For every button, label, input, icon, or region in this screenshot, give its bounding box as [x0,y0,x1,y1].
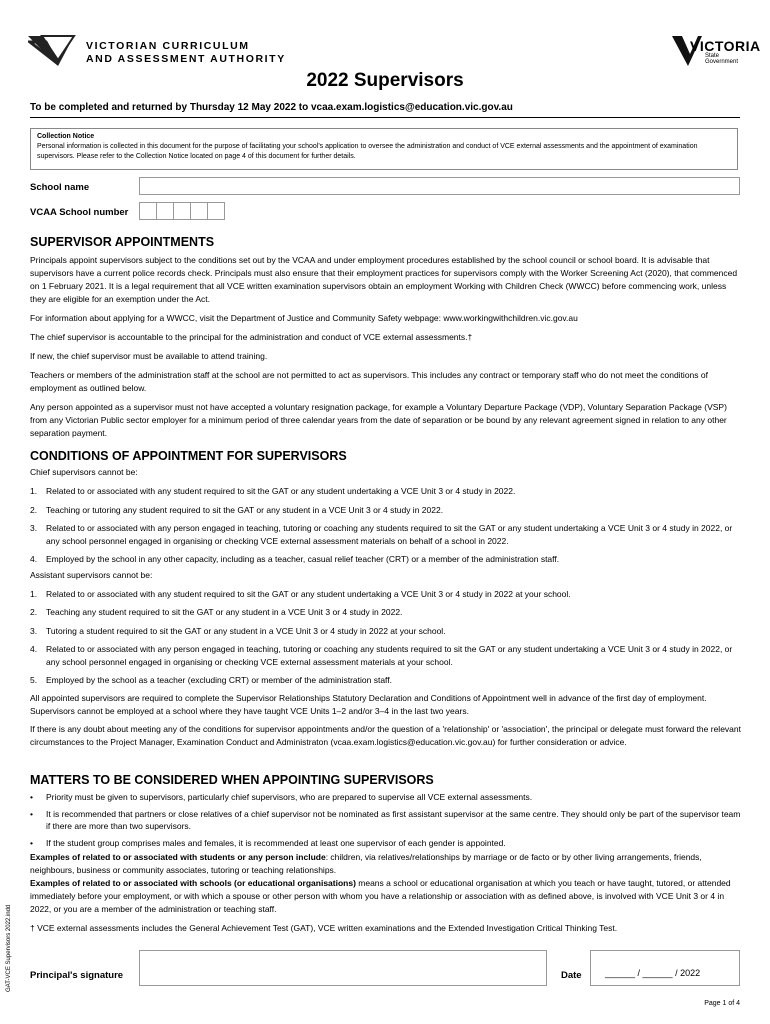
list-item-number: 5. [30,675,38,685]
list-item [30,588,742,601]
date-field[interactable] [590,950,740,986]
list-item-text: Related to or associated with any student required to sit the GAT or any student undertaking a VCE Unit 3 or 4 study in 2022. [46,486,516,496]
list-item-number: 3. [30,625,38,636]
vic-sub-line-2: Government [705,59,739,65]
list-item [30,625,742,638]
list-item-number: 4. [30,644,38,654]
example-2-heading: Examples of related to or associated with schools (or educational organisations) [30,878,356,888]
example-associated-schools [30,877,742,916]
bullet-text: Priority must be given to supervisors, particularly chief supervisors, who are prepared to supervise all VCE external assessments. [46,792,533,802]
example-2-text: means a school or educational organisation at which you teach or have taught, tutored, or attended immediately before your employment, or with which a spouse or other person with whom you have a relationship or association with as defined above, is involved with VCE Unit 3 or 4 in 2022, or you are a member of the administration or teaching staff. [30,878,731,914]
digit-box[interactable] [190,202,208,220]
collection-notice-heading: Collection Notice [37,133,95,140]
org-line-1: VICTORIAN CURRICULUM [86,40,250,52]
school-name-field[interactable] [139,177,740,195]
example-1-text: : children, via relatives/relationships by marriage or de facto or by other living arrangements, friends, neighbours, business or community associates, tutoring or teaching relationships. [30,852,702,875]
conditions-section [30,449,742,749]
list-item-text: Employed by the school in any other capacity, including as a teacher, casual relief teacher (CRT) or a member of the administration staff. [46,554,560,564]
bullet-text: If the student group comprises males and females, it is recommended at least one supervisor of each gender is appointed. [46,837,506,848]
section-heading: MATTERS TO BE CONSIDERED WHEN APPOINTING SUPERVISORS [30,773,434,787]
list-item [30,522,742,547]
section-heading: SUPERVISOR APPOINTMENTS [30,235,215,249]
paragraph: If there is any doubt about meeting any of the conditions for supervisor appointments and/or the question of a 'relationship' or 'association', the principal or delegate must forward the relevant circumstances to the Project Manager, Examination Conduct and Administraton (vcaa.exam.logistics@education.vic.gov.au) for further consideration or advice. [30,723,741,747]
chief-conditions-list [30,485,742,566]
paragraph: Principals appoint supervisors subject to the conditions set out by the VCAA and under employment procedures established by the school council or school board. It is advisable that supervisors have a current police records check. Principals must also ensure that their employment practices for supervisors comply with the Worker Screening Act (2020), that commenced on 1 February 2021. It is a legal requirement that all VCE written examination supervisors obtain an employment Working with Children Check (WWCC) before commencing work, unless they are eligible for an exemption under the Act. [30,255,738,304]
divider [30,117,740,118]
list-item [30,606,742,619]
paragraph: If new, the chief supervisor must be available to attend training. [30,351,268,361]
bullet-icon: • [30,837,33,848]
collection-notice-box [30,128,738,170]
digit-box[interactable] [207,202,225,220]
vcaa-org-name [86,40,286,66]
list-item [30,643,742,668]
section-heading: CONDITIONS OF APPOINTMENT FOR SUPERVISORS [30,449,347,463]
bullet-text: It is recommended that partners or close relatives of a chief supervisor not be nominated as first assistant supervisor at the same centre. They should only be part of the supervisor team if there are more than two supervisors. [46,808,741,831]
due-date-line: To be completed and returned by Thursday 12 May 2022 to vcaa.exam.logistics@education.vic.gov.au [30,102,513,113]
paragraph: Teachers or members of the administration staff at the school are not permitted to act as supervisors. This includes any contract or temporary staff who do not meet the conditions of employment as outlined below. [30,370,708,393]
list-item [30,504,742,517]
list-item-number: 1. [30,486,38,496]
principal-signature-label: Principal's signature [30,970,124,981]
bullet-item [30,808,742,833]
digit-box[interactable] [156,202,174,220]
chief-intro: Chief supervisors cannot be: [30,467,138,477]
paragraph: For information about applying for a WWCC, visit the Department of Justice and Community Safety webpage: www.workingwithchildren.vic.gov.au [30,313,578,323]
page-number: Page 1 of 4 [704,1000,740,1007]
org-line-2: AND ASSESSMENT AUTHORITY [86,53,286,65]
paragraph: The chief supervisor is accountable to the principal for the administration and conduct of VCE external assessments.† [30,332,473,342]
list-item-text: Tutoring a student required to sit the GAT or any student in a VCE Unit 3 or 4 study in 2022 at your school. [46,625,446,636]
page-title: 2022 Supervisors [306,70,464,91]
list-item-number: 2. [30,607,38,617]
victoria-wordmark: VICTORIA [690,38,761,54]
assistant-intro: Assistant supervisors cannot be: [30,569,153,580]
bullet-icon: • [30,808,33,819]
bullet-icon: • [30,792,33,802]
list-item [30,553,742,566]
date-label: Date [561,970,582,981]
example-1-heading: Examples of related to or associated with students or any person include [30,852,326,862]
list-item-text: Employed by the school as a teacher (excluding CRT) or member of the administration staff. [46,675,392,685]
bullet-item [30,837,742,850]
list-item-text: Teaching or tutoring any student required to sit the GAT or any student in a VCE Unit 3 or 4 study in 2022. [46,504,444,515]
list-item-number: 3. [30,523,38,533]
digit-box[interactable] [139,202,157,220]
list-item-text: Related to or associated with any person engaged in teaching, tutoring or coaching any students required to sit the GAT or any student undertaking a VCE Unit 3 or 4 study in 2022, or any school personnel engaged in organising or checking VCE external assessment materials at your school. [46,644,733,667]
side-file-label: GAT-VCE Supervisors 2022.indd [6,904,12,992]
list-item-number: 2. [30,504,38,515]
state-government-text [705,53,738,65]
list-item-text: Teaching any student required to sit the GAT or any student in a VCE Unit 3 or 4 study in 2022. [46,607,403,617]
assistant-conditions-list [30,588,742,687]
matters-bullets [30,791,742,849]
list-item [30,485,742,498]
list-item-number: 4. [30,554,38,564]
footnote: † VCE external assessments includes the General Achievement Test (GAT), VCE written examinations and the Extended Investigation Critical Thinking Test. [30,923,618,933]
collection-notice-body: Personal information is collected in this document for the purpose of facilitating your school's application to oversee the administration and conduct of VCE external assessments and the appointment of examination supervisors. Please refer to the Collection Notice located on page 4 of this document for further details. [37,143,698,160]
bullet-item [30,791,742,804]
supervisor-appointments-section [30,235,742,440]
principal-signature-field[interactable] [139,950,547,986]
vic-sub-line-1: State [705,53,720,59]
list-item-text: Related to or associated with any student required to sit the GAT or any student undertaking a VCE Unit 3 or 4 study in 2022 at your school. [46,588,571,599]
paragraph: Any person appointed as a supervisor must not have accepted a voluntary resignation package, for example a Voluntary Departure Package (VDP), Voluntary Separation Package (VSP) from any Victorian Public sector employer for a minimum period of three calendar years from the date of separation or be bound by any relevant agreement signed in relation to any other separation payment. [30,402,727,438]
list-item [30,674,742,687]
school-name-label: School name [30,182,90,193]
school-number-field[interactable] [139,202,224,220]
example-associated-students [30,851,742,877]
matters-section [30,773,742,935]
list-item-number: 1. [30,588,38,599]
school-number-label: VCAA School number [30,207,129,218]
list-item-text: Related to or associated with any person engaged in teaching, tutoring or coaching any students required to sit the GAT or any student undertaking a VCE Unit 3 or 4 study in 2022, or any school personnel engaged in organising or checking VCE external assessment materials on behalf of a school in 2022. [46,523,733,546]
paragraph: All appointed supervisors are required to complete the Supervisor Relationships Statutory Declaration and Conditions of Appointment well in advance of the first day of employment. Supervisors cannot be employed at a school where they have taught VCE Units 1–2 and/or 3–4 in the last two years. [30,692,707,716]
date-value: ______ / ______ / 2022 [605,968,701,978]
digit-box[interactable] [173,202,191,220]
